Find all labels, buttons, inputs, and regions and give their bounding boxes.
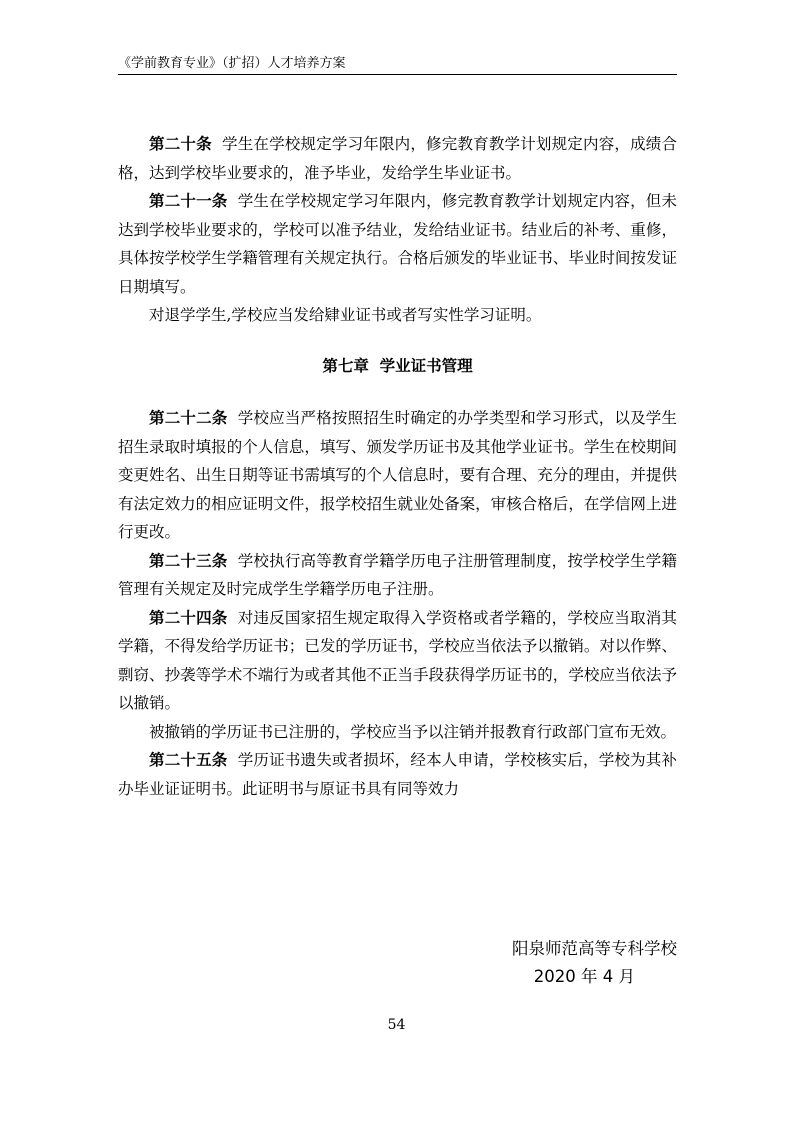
article-label: 第二十三条 [149,551,228,570]
signature-block [512,935,677,991]
article-text: 学历证书遗失或者损坏，经本人申请，学校核实后，学校为其补办毕业证证明书。此证明书与原证书具有同等效力 [118,751,677,798]
document-header [118,54,677,75]
paragraph-withdrawal [118,301,677,330]
article-20 [118,130,677,187]
article-label: 第二十条 [149,135,212,153]
article-text: 学校执行高等教育学籍学历电子注册管理制度，按学校学生学籍管理有关规定及时完成学生学籍学历电子注册。 [118,551,677,598]
article-25 [118,746,677,803]
institution-name: 阳泉师范高等专科学校 [512,939,677,958]
article-label: 第二十五条 [149,751,228,769]
article-label: 第二十二条 [149,409,228,427]
article-23 [118,547,677,604]
article-text: 学校应当严格按照招生时确定的办学类型和学习形式，以及学生招生录取时填报的个人信息，填写、颁发学历证书及其他学业证书。学生在校期间变更姓名、出生日期等证书需填写的个人信息时，要有合理、充分的理由，并提供有法定效力的相应证明文件，报学校招生就业处备案，审核合格后，在学信网上进行更改。 [118,409,677,541]
article-21 [118,187,677,301]
document-body [118,130,677,803]
article-label: 第二十四条 [149,608,228,627]
paragraph-revocation [118,718,677,747]
article-24 [118,604,677,718]
paragraph-text: 对退学学生,学校应当发给肄业证书或者写实性学习证明。 [149,306,542,324]
paragraph-text: 被撤销的学历证书已注册的，学校应当予以注销并报教育行政部门宣布无效。 [149,722,677,741]
chapter-heading: 第七章 学业证书管理 [322,356,473,375]
signature-date: 2020 年 4 月 [533,967,635,986]
article-text: 学生在学校规定学习年限内，修完教育教学计划规定内容，成绩合格，达到学校毕业要求的，准予毕业，发给学生毕业证书。 [118,135,677,182]
article-text: 对违反国家招生规定取得入学资格或者学籍的，学校应当取消其学籍，不得发给学历证书；已发的学历证书，学校应当依法予以撤销。对以作弊、剽窃、抄袭等学术不端行为或者其他不正当手段获得学历证书的，学校应当依法予以撤销。 [118,608,677,712]
article-text: 学生在学校规定学习年限内，修完教育教学计划规定内容，但未达到学校毕业要求的，学校可以准予结业，发给结业证书。结业后的补考、重修，具体按学校学生学籍管理有关规定执行。合格后颁发的毕业证书、毕业时间按发证日期填写。 [118,192,677,296]
header-title: 《学前教育专业》（扩招）人才培养方案 [118,56,346,71]
article-label: 第二十一条 [149,192,228,210]
page-number: 54 [387,1017,406,1033]
article-22 [118,404,677,547]
